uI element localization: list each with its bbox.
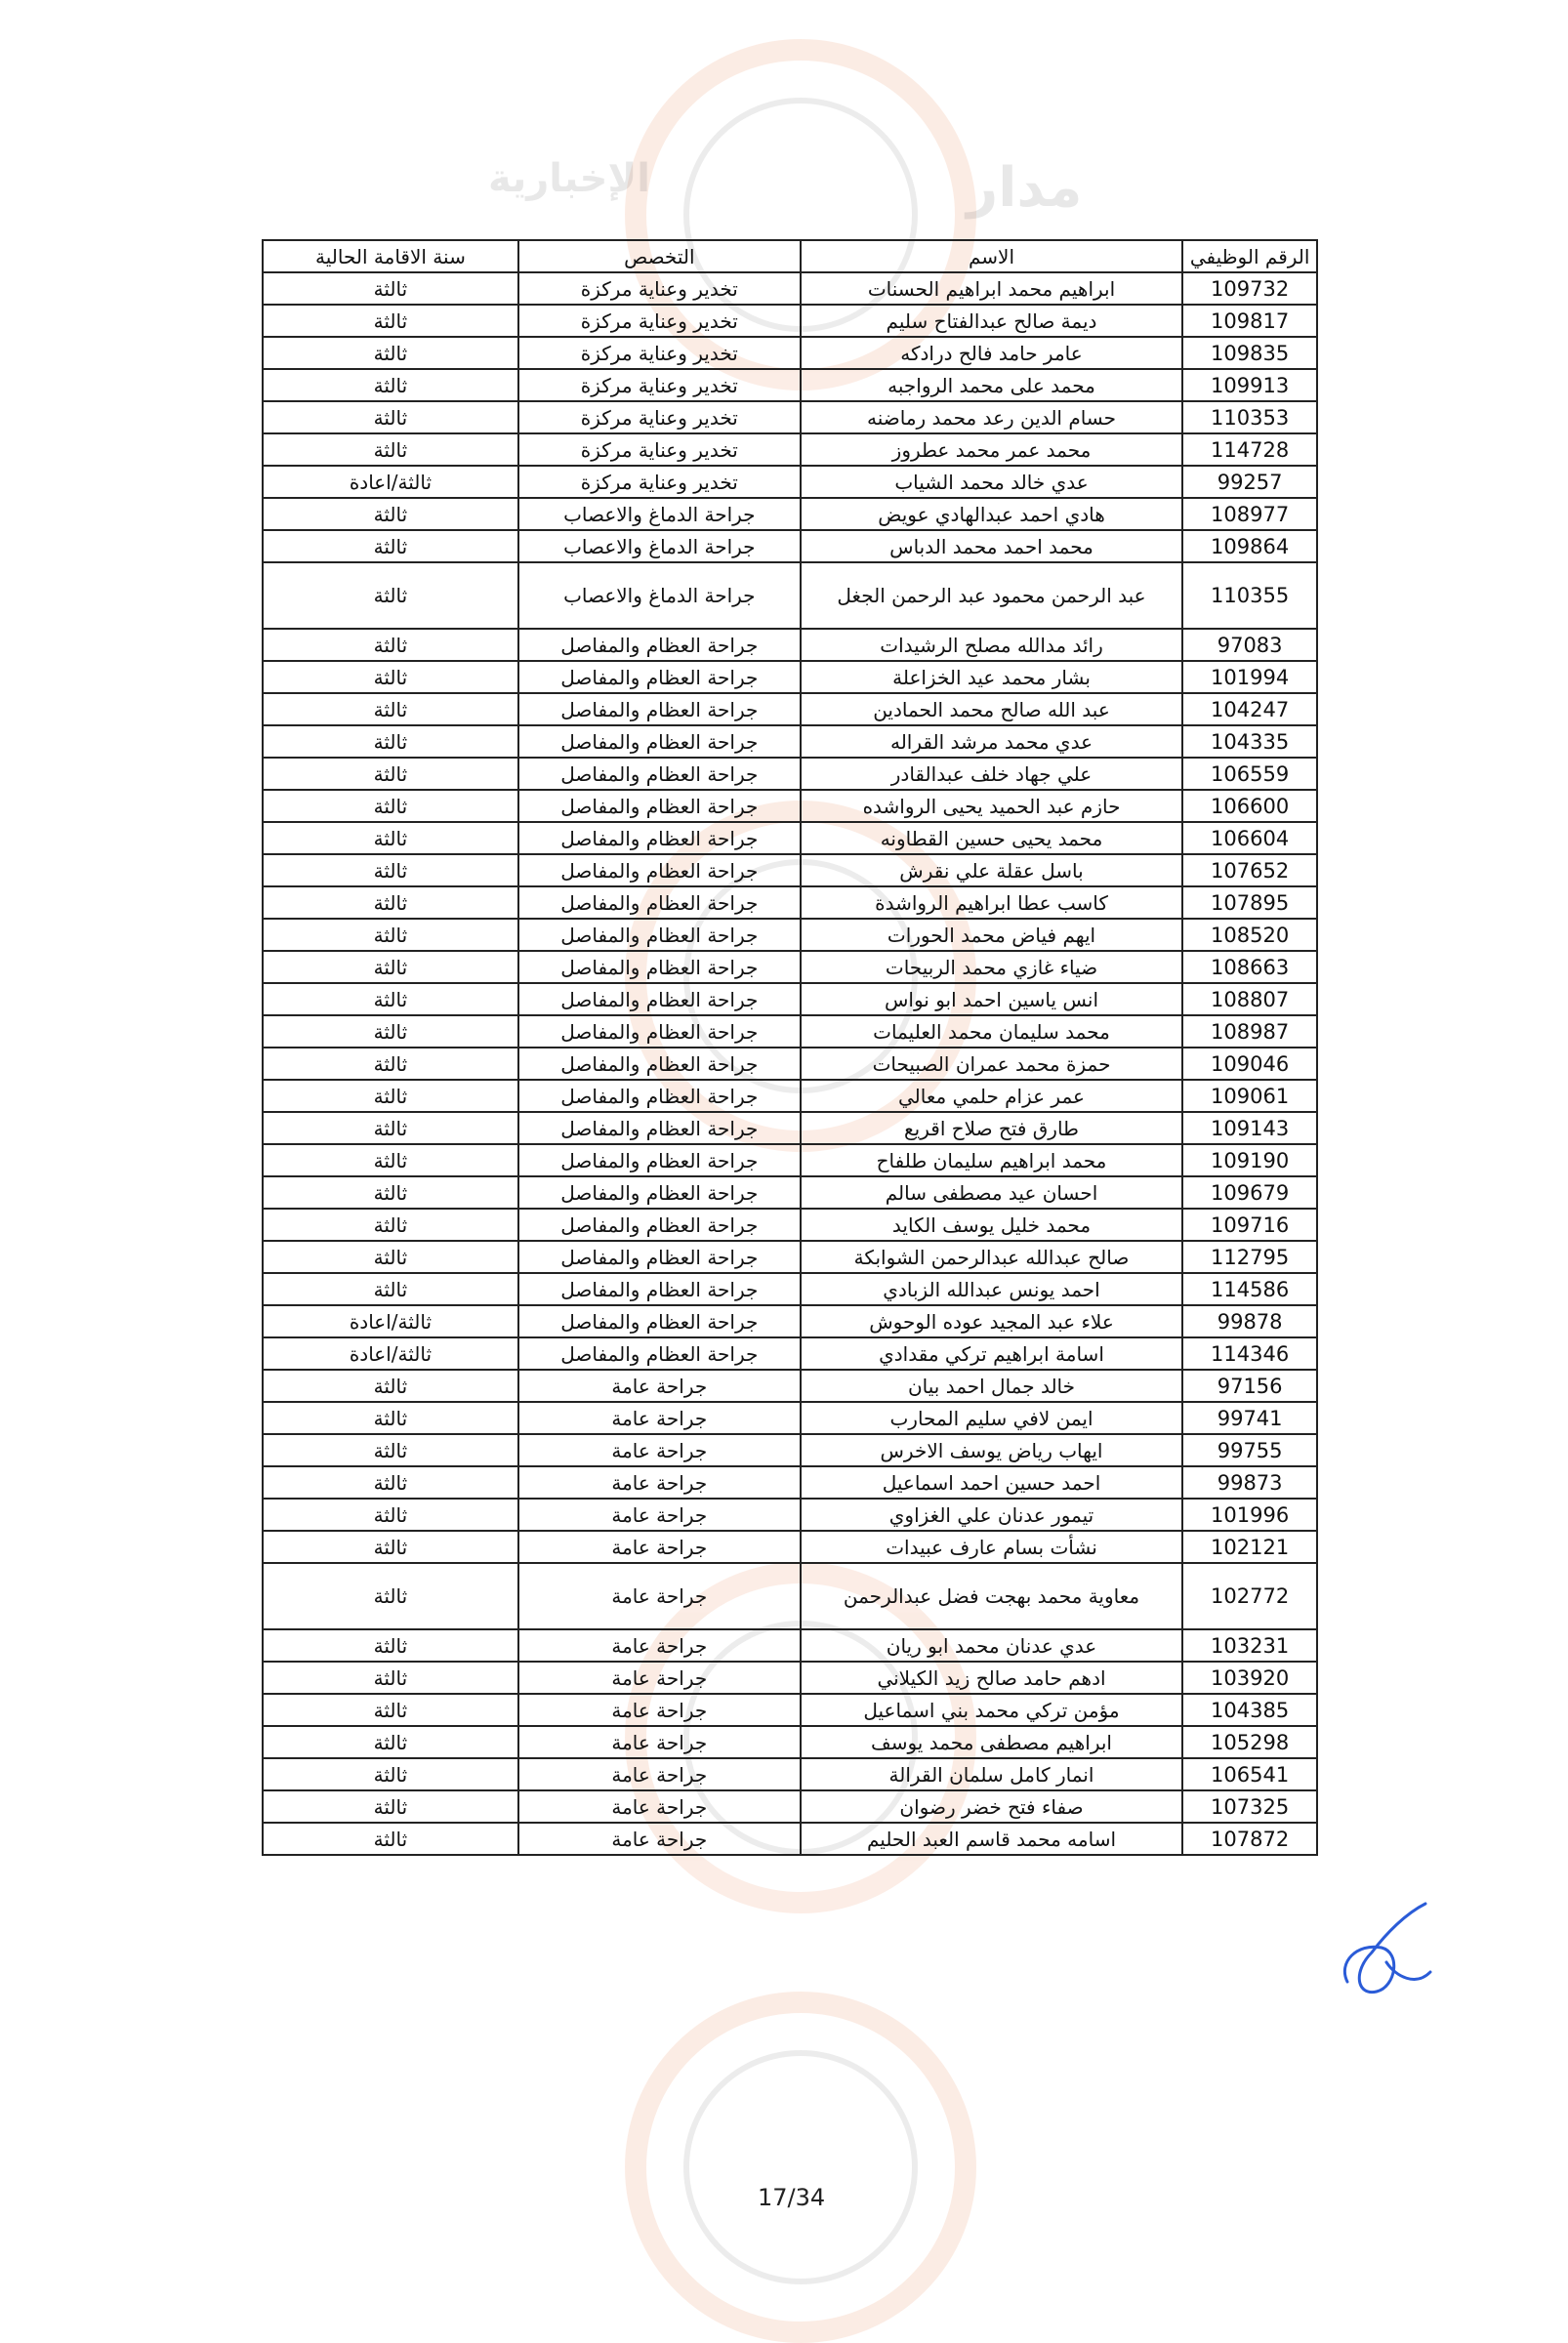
specialty-cell: تخدير وعناية مركزة	[518, 337, 801, 369]
table-row	[263, 1305, 1317, 1337]
table-row	[263, 530, 1317, 562]
employee-id-cell: 107872	[1182, 1823, 1317, 1855]
table-row	[263, 854, 1317, 886]
name-cell: محمد خليل يوسف الكايد	[801, 1209, 1183, 1241]
residency-year-cell: ثالثة	[263, 272, 518, 305]
name-cell: محمد عمر محمد عطروز	[801, 433, 1183, 466]
residency-year-cell: ثالثة	[263, 629, 518, 661]
specialty-cell: جراحة الدماغ والاعصاب	[518, 562, 801, 629]
name-cell: رائد مدالله مصلح الرشيدات	[801, 629, 1183, 661]
residency-year-cell: ثالثة	[263, 433, 518, 466]
employee-id-cell: 107652	[1182, 854, 1317, 886]
specialty-cell: جراحة العظام والمفاصل	[518, 1241, 801, 1273]
residency-year-cell: ثالثة	[263, 951, 518, 983]
table-row	[263, 466, 1317, 498]
employee-id-cell: 110353	[1182, 401, 1317, 433]
table-row	[263, 1176, 1317, 1209]
residency-year-cell: ثالثة	[263, 1758, 518, 1790]
table-row	[263, 1758, 1317, 1790]
specialty-cell: جراحة عامة	[518, 1531, 801, 1563]
specialty-cell: جراحة العظام والمفاصل	[518, 1048, 801, 1080]
residency-year-cell: ثالثة	[263, 1370, 518, 1402]
specialty-cell: جراحة العظام والمفاصل	[518, 790, 801, 822]
table-row	[263, 498, 1317, 530]
header-residency-year: سنة الاقامة الحالية	[263, 240, 518, 272]
table-row	[263, 1790, 1317, 1823]
residency-year-cell: ثالثة/اعادة	[263, 1337, 518, 1370]
watermark-brand: مدار	[967, 156, 1083, 220]
specialty-cell: جراحة العظام والمفاصل	[518, 854, 801, 886]
residency-year-cell: ثالثة	[263, 1434, 518, 1466]
table-header-row	[263, 240, 1317, 272]
residency-year-cell: ثالثة	[263, 337, 518, 369]
residency-year-cell: ثالثة	[263, 1531, 518, 1563]
specialty-cell: جراحة العظام والمفاصل	[518, 1273, 801, 1305]
employee-id-cell: 106604	[1182, 822, 1317, 854]
residency-year-cell: ثالثة	[263, 1790, 518, 1823]
specialty-cell: جراحة العظام والمفاصل	[518, 919, 801, 951]
name-cell: احسان عيد مصطفى سالم	[801, 1176, 1183, 1209]
residency-year-cell: ثالثة	[263, 1273, 518, 1305]
table-row	[263, 886, 1317, 919]
residency-year-cell: ثالثة	[263, 1144, 518, 1176]
employee-id-cell: 102772	[1182, 1563, 1317, 1629]
specialty-cell: جراحة عامة	[518, 1629, 801, 1662]
page-number: 17/34	[758, 2184, 826, 2211]
residency-year-cell: ثالثة	[263, 661, 518, 693]
name-cell: ابراهيم محمد ابراهيم الحسنات	[801, 272, 1183, 305]
specialty-cell: جراحة العظام والمفاصل	[518, 886, 801, 919]
specialty-cell: جراحة العظام والمفاصل	[518, 1209, 801, 1241]
table-row	[263, 983, 1317, 1015]
header-specialty: التخصص	[518, 240, 801, 272]
employee-id-cell: 102121	[1182, 1531, 1317, 1563]
employee-id-cell: 106600	[1182, 790, 1317, 822]
specialty-cell: جراحة عامة	[518, 1434, 801, 1466]
residency-year-cell: ثالثة	[263, 919, 518, 951]
residency-year-cell: ثالثة	[263, 1726, 518, 1758]
specialty-cell: جراحة عامة	[518, 1790, 801, 1823]
name-cell: ديمة صالح عبدالفتاح سليم	[801, 305, 1183, 337]
table-row	[263, 433, 1317, 466]
table-row	[263, 305, 1317, 337]
employee-id-cell: 108977	[1182, 498, 1317, 530]
residency-year-cell: ثالثة	[263, 1499, 518, 1531]
name-cell: ايمن لافي سليم المحارب	[801, 1402, 1183, 1434]
employee-id-cell: 104385	[1182, 1694, 1317, 1726]
table-row	[263, 629, 1317, 661]
specialty-cell: جراحة الدماغ والاعصاب	[518, 498, 801, 530]
name-cell: انس ياسين احمد ابو نواس	[801, 983, 1183, 1015]
specialty-cell: جراحة عامة	[518, 1823, 801, 1855]
table-row	[263, 1563, 1317, 1629]
employee-id-cell: 109046	[1182, 1048, 1317, 1080]
residency-year-cell: ثالثة	[263, 1402, 518, 1434]
name-cell: علي جهاد خلف عبدالقادر	[801, 758, 1183, 790]
table-row	[263, 919, 1317, 951]
employee-id-cell: 109061	[1182, 1080, 1317, 1112]
name-cell: صفاء فتح خضر رضوان	[801, 1790, 1183, 1823]
header-employee-id: الرقم الوظيفي	[1182, 240, 1317, 272]
name-cell: باسل عقلة علي نقرش	[801, 854, 1183, 886]
employee-id-cell: 107895	[1182, 886, 1317, 919]
residency-year-cell: ثالثة	[263, 886, 518, 919]
residency-year-cell: ثالثة	[263, 790, 518, 822]
table-row	[263, 337, 1317, 369]
residency-year-cell: ثالثة	[263, 305, 518, 337]
employee-id-cell: 99873	[1182, 1466, 1317, 1499]
specialty-cell: تخدير وعناية مركزة	[518, 401, 801, 433]
employee-id-cell: 109732	[1182, 272, 1317, 305]
table-row	[263, 758, 1317, 790]
specialty-cell: جراحة العظام والمفاصل	[518, 758, 801, 790]
watermark-bottom	[625, 1992, 976, 2343]
name-cell: عمر عزام حلمي معالي	[801, 1080, 1183, 1112]
specialty-cell: جراحة العظام والمفاصل	[518, 822, 801, 854]
employee-id-cell: 107325	[1182, 1790, 1317, 1823]
table-row	[263, 1629, 1317, 1662]
table-row	[263, 369, 1317, 401]
table-row	[263, 790, 1317, 822]
specialty-cell: جراحة العظام والمفاصل	[518, 1080, 801, 1112]
table-row	[263, 1402, 1317, 1434]
residency-year-cell: ثالثة	[263, 1662, 518, 1694]
specialty-cell: جراحة عامة	[518, 1370, 801, 1402]
specialty-cell: جراحة العظام والمفاصل	[518, 1176, 801, 1209]
employee-id-cell: 99741	[1182, 1402, 1317, 1434]
specialty-cell: جراحة العظام والمفاصل	[518, 1015, 801, 1048]
residency-year-cell: ثالثة	[263, 1176, 518, 1209]
name-cell: نشأت بسام عارف عبيدات	[801, 1531, 1183, 1563]
residency-year-cell: ثالثة	[263, 1015, 518, 1048]
residency-year-cell: ثالثة	[263, 369, 518, 401]
watermark-text-ar: الإخبارية	[488, 156, 650, 201]
table-row	[263, 1694, 1317, 1726]
employee-id-cell: 109817	[1182, 305, 1317, 337]
residency-year-cell: ثالثة	[263, 1112, 518, 1144]
residency-year-cell: ثالثة	[263, 983, 518, 1015]
residency-year-cell: ثالثة	[263, 1694, 518, 1726]
name-cell: محمد يحيى حسين القطاونه	[801, 822, 1183, 854]
residency-year-cell: ثالثة	[263, 498, 518, 530]
employee-id-cell: 106541	[1182, 1758, 1317, 1790]
employee-id-cell: 109143	[1182, 1112, 1317, 1144]
table-row	[263, 1466, 1317, 1499]
specialty-cell: جراحة العظام والمفاصل	[518, 629, 801, 661]
residency-year-cell: ثالثة	[263, 1048, 518, 1080]
employee-id-cell: 99755	[1182, 1434, 1317, 1466]
residency-year-cell: ثالثة	[263, 1241, 518, 1273]
specialty-cell: جراحة العظام والمفاصل	[518, 951, 801, 983]
name-cell: عبد الله صالح محمد الحمادين	[801, 693, 1183, 725]
specialty-cell: جراحة الدماغ والاعصاب	[518, 530, 801, 562]
employee-id-cell: 109913	[1182, 369, 1317, 401]
name-cell: خالد جمال احمد بيان	[801, 1370, 1183, 1402]
name-cell: ايهم فياض محمد الحورات	[801, 919, 1183, 951]
table-row	[263, 1823, 1317, 1855]
name-cell: عبد الرحمن محمود عبد الرحمن الجغل	[801, 562, 1183, 629]
header-name: الاسم	[801, 240, 1183, 272]
name-cell: طارق فتح صلاح اقريع	[801, 1112, 1183, 1144]
name-cell: صالح عبدالله عبدالرحمن الشوابكة	[801, 1241, 1183, 1273]
employee-id-cell: 105298	[1182, 1726, 1317, 1758]
employee-id-cell: 114728	[1182, 433, 1317, 466]
name-cell: ضياء غازي محمد الربيحات	[801, 951, 1183, 983]
specialty-cell: تخدير وعناية مركزة	[518, 305, 801, 337]
employee-id-cell: 97083	[1182, 629, 1317, 661]
specialty-cell: جراحة العظام والمفاصل	[518, 983, 801, 1015]
residency-year-cell: ثالثة	[263, 1080, 518, 1112]
specialty-cell: جراحة عامة	[518, 1758, 801, 1790]
employee-id-cell: 112795	[1182, 1241, 1317, 1273]
specialty-cell: جراحة عامة	[518, 1499, 801, 1531]
residency-year-cell: ثالثة	[263, 401, 518, 433]
clock-icon	[625, 1992, 976, 2343]
table-row	[263, 693, 1317, 725]
name-cell: بشار محمد عيد الخزاعلة	[801, 661, 1183, 693]
employee-id-cell: 108807	[1182, 983, 1317, 1015]
table-row	[263, 1662, 1317, 1694]
specialty-cell: جراحة العظام والمفاصل	[518, 693, 801, 725]
name-cell: اسامه محمد قاسم العبد الحليم	[801, 1823, 1183, 1855]
residency-year-cell: ثالثة	[263, 822, 518, 854]
employee-id-cell: 109864	[1182, 530, 1317, 562]
employee-id-cell: 104335	[1182, 725, 1317, 758]
table-row	[263, 1241, 1317, 1273]
employee-id-cell: 99878	[1182, 1305, 1317, 1337]
table-row	[263, 1337, 1317, 1370]
specialty-cell: جراحة عامة	[518, 1726, 801, 1758]
employee-id-cell: 108520	[1182, 919, 1317, 951]
employee-id-cell: 99257	[1182, 466, 1317, 498]
table-row	[263, 1209, 1317, 1241]
name-cell: عدي عدنان محمد ابو ريان	[801, 1629, 1183, 1662]
table-row	[263, 1726, 1317, 1758]
name-cell: محمد على محمد الرواجبه	[801, 369, 1183, 401]
specialty-cell: جراحة العظام والمفاصل	[518, 1305, 801, 1337]
residency-year-cell: ثالثة/اعادة	[263, 466, 518, 498]
name-cell: كاسب عطا ابراهيم الرواشدة	[801, 886, 1183, 919]
employee-id-cell: 106559	[1182, 758, 1317, 790]
employee-id-cell: 110355	[1182, 562, 1317, 629]
name-cell: انمار كامل سلمان القرالة	[801, 1758, 1183, 1790]
name-cell: عدي خالد محمد الشياب	[801, 466, 1183, 498]
table-row	[263, 725, 1317, 758]
residency-year-cell: ثالثة	[263, 854, 518, 886]
employee-id-cell: 108987	[1182, 1015, 1317, 1048]
name-cell: احمد يونس عبدالله الزبادي	[801, 1273, 1183, 1305]
residency-year-cell: ثالثة	[263, 1563, 518, 1629]
table-row	[263, 272, 1317, 305]
table-row	[263, 1144, 1317, 1176]
name-cell: حسام الدين رعد محمد رماضنه	[801, 401, 1183, 433]
table-row	[263, 562, 1317, 629]
table-row	[263, 401, 1317, 433]
residency-year-cell: ثالثة	[263, 530, 518, 562]
residency-year-cell: ثالثة	[263, 1823, 518, 1855]
specialty-cell: جراحة عامة	[518, 1466, 801, 1499]
employee-id-cell: 104247	[1182, 693, 1317, 725]
specialty-cell: جراحة عامة	[518, 1662, 801, 1694]
residency-year-cell: ثالثة	[263, 725, 518, 758]
name-cell: ايهاب رياض يوسف الاخرس	[801, 1434, 1183, 1466]
name-cell: مؤمن تركي محمد بني اسماعيل	[801, 1694, 1183, 1726]
specialty-cell: تخدير وعناية مركزة	[518, 272, 801, 305]
name-cell: محمد ابراهيم سليمان طلفاح	[801, 1144, 1183, 1176]
employee-id-cell: 103920	[1182, 1662, 1317, 1694]
specialty-cell: جراحة عامة	[518, 1563, 801, 1629]
name-cell: عدي محمد مرشد القراله	[801, 725, 1183, 758]
table-row	[263, 1080, 1317, 1112]
name-cell: تيمور عدنان علي الغزاوي	[801, 1499, 1183, 1531]
specialty-cell: تخدير وعناية مركزة	[518, 433, 801, 466]
employee-id-cell: 109190	[1182, 1144, 1317, 1176]
specialty-cell: جراحة عامة	[518, 1402, 801, 1434]
name-cell: حمزة محمد عمران الصبيحات	[801, 1048, 1183, 1080]
specialty-cell: جراحة العظام والمفاصل	[518, 1337, 801, 1370]
name-cell: محمد احمد محمد الدباس	[801, 530, 1183, 562]
name-cell: هادي احمد عبدالهادي عويض	[801, 498, 1183, 530]
name-cell: ادهم حامد صالح زيد الكيلاني	[801, 1662, 1183, 1694]
table-row	[263, 1434, 1317, 1466]
name-cell: احمد حسين احمد اسماعيل	[801, 1466, 1183, 1499]
specialty-cell: جراحة عامة	[518, 1694, 801, 1726]
employee-id-cell: 109679	[1182, 1176, 1317, 1209]
employee-id-cell: 109716	[1182, 1209, 1317, 1241]
table-body	[263, 272, 1317, 1855]
residency-year-cell: ثالثة	[263, 1466, 518, 1499]
signature	[1328, 1894, 1445, 2011]
employee-id-cell: 114346	[1182, 1337, 1317, 1370]
table-row	[263, 951, 1317, 983]
employee-id-cell: 97156	[1182, 1370, 1317, 1402]
residency-year-cell: ثالثة	[263, 1209, 518, 1241]
residency-year-cell: ثالثة	[263, 758, 518, 790]
name-cell: ابراهيم مصطفى محمد يوسف	[801, 1726, 1183, 1758]
employee-id-cell: 114586	[1182, 1273, 1317, 1305]
employee-id-cell: 109835	[1182, 337, 1317, 369]
specialty-cell: جراحة العظام والمفاصل	[518, 1112, 801, 1144]
name-cell: عامر حامد فالح درادكه	[801, 337, 1183, 369]
table-row	[263, 822, 1317, 854]
name-cell: معاوية محمد بهجت فضل عبدالرحمن	[801, 1563, 1183, 1629]
specialty-cell: جراحة العظام والمفاصل	[518, 725, 801, 758]
employee-id-cell: 108663	[1182, 951, 1317, 983]
table-row	[263, 661, 1317, 693]
name-cell: محمد سليمان محمد العليمات	[801, 1015, 1183, 1048]
name-cell: علاء عبد المجيد عوده الوحوش	[801, 1305, 1183, 1337]
table-row	[263, 1112, 1317, 1144]
table-row	[263, 1370, 1317, 1402]
specialty-cell: تخدير وعناية مركزة	[518, 369, 801, 401]
specialty-cell: تخدير وعناية مركزة	[518, 466, 801, 498]
residency-year-cell: ثالثة	[263, 693, 518, 725]
employee-id-cell: 103231	[1182, 1629, 1317, 1662]
table-row	[263, 1499, 1317, 1531]
employee-id-cell: 101996	[1182, 1499, 1317, 1531]
residents-table	[262, 239, 1318, 1856]
name-cell: اسامة ابراهيم تركي مقدادي	[801, 1337, 1183, 1370]
employee-id-cell: 101994	[1182, 661, 1317, 693]
residency-year-cell: ثالثة	[263, 1629, 518, 1662]
residency-year-cell: ثالثة/اعادة	[263, 1305, 518, 1337]
table-row	[263, 1273, 1317, 1305]
clock-face	[683, 2050, 918, 2284]
residency-year-cell: ثالثة	[263, 562, 518, 629]
name-cell: حازم عبد الحميد يحيى الرواشده	[801, 790, 1183, 822]
specialty-cell: جراحة العظام والمفاصل	[518, 1144, 801, 1176]
specialty-cell: جراحة العظام والمفاصل	[518, 661, 801, 693]
table-row	[263, 1015, 1317, 1048]
table-row	[263, 1048, 1317, 1080]
table-row	[263, 1531, 1317, 1563]
